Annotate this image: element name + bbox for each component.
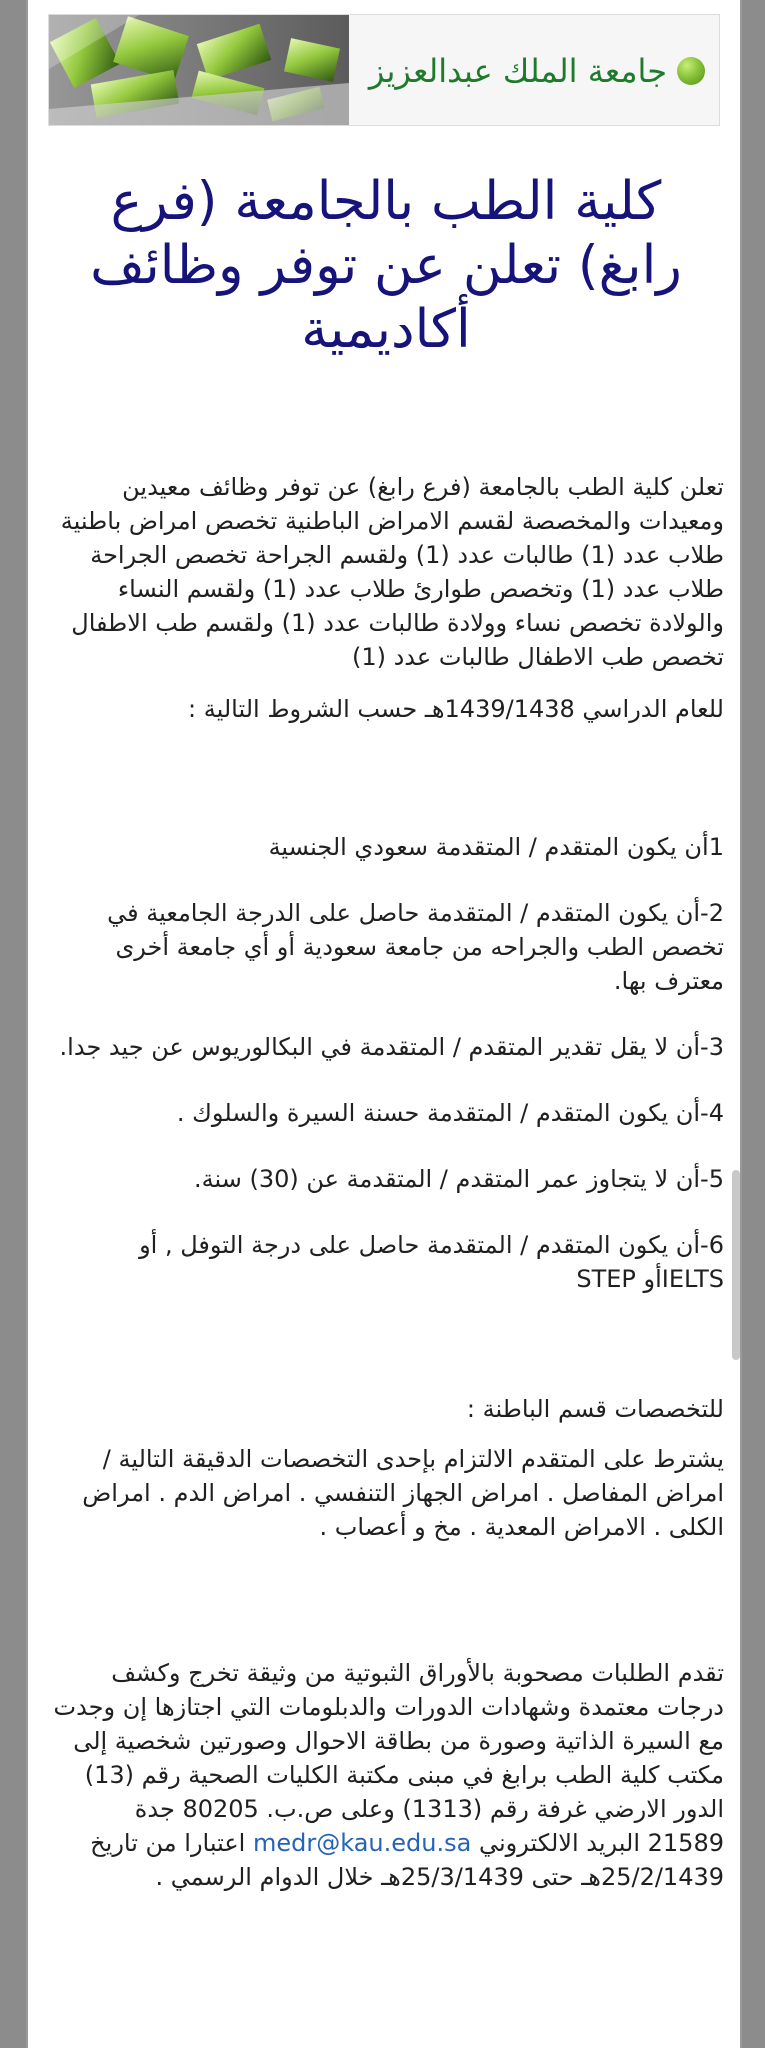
university-name: جامعة الملك عبدالعزيز [368, 52, 667, 90]
condition-item: 2-أن يكون المتقدم / المتقدمة حاصل على الدرجة الجامعية في تخصص الطب والجراحه من جامعة سعودية أو أي جامعة أخرى معترف بها. [107, 899, 724, 995]
application-before-email: تقدم الطلبات مصحوبة بالأوراق الثبوتية من وثيقة تخرج وكشف درجات معتمدة وشهادات الدورات والدبلومات التي اجتازها إن وجدت مع السيرة الذاتية وصورة من بطاقة الاحوال وصورتين شخصية إلى مكتب كلية الطب برابغ في مبنى مكتبة الكليات الصحية رقم (13) الدور الارضي غرفة رقم (1313) وعلى ص.ب. 80205 جدة 21589 البريد الالكتروني [53, 1659, 724, 1857]
university-brand [369, 51, 705, 91]
condition-item: 1أن يكون المتقدم / المتقدمة سعودي الجنسية [268, 833, 724, 861]
article-title: كلية الطب بالجامعة (فرع رابغ) تعلن عن توفر وظائف أكاديمية [90, 171, 682, 360]
university-banner [48, 14, 720, 126]
green-dot-icon [677, 57, 705, 85]
condition-item: 3-أن لا يقل تقدير المتقدم / المتقدمة في البكالوريوس عن جيد جدا. [59, 1033, 724, 1061]
email-link[interactable]: medr@kau.edu.sa [252, 1829, 472, 1857]
condition-item: 6-أن يكون المتقدم / المتقدمة حاصل على درجة التوفل , أو IELTSأو STEP [139, 1231, 724, 1293]
condition-item: 4-أن يكون المتقدم / المتقدمة حسنة السيرة والسلوك . [176, 1099, 724, 1127]
document-page [26, 0, 742, 2048]
internal-medicine-section-title: للتخصصات قسم الباطنة : [466, 1395, 724, 1423]
subspecialty-paragraph: يشترط على المتقدم الالتزام بإحدى التخصصات الدقيقة التالية / امراض المفاصل . امراض الجهاز التنفسي . امراض الدم . امراض الكلى . الامراض المعدية . مخ و أعصاب . [82, 1445, 724, 1541]
application-paragraph [52, 1656, 724, 1894]
banner-art-icon [49, 15, 349, 126]
intro-paragraph: تعلن كلية الطب بالجامعة (فرع رابغ) عن توفر وظائف معيدين ومعيدات والمخصصة لقسم الامراض الباطنية تخصص امراض باطنية طلاب عدد (1) طالبات عدد (1) ولقسم الجراحة تخصص الجراحة طلاب عدد (1) وتخصص طوارئ طلاب عدد (1) ولقسم النساء والولادة تخصص نساء وولادة طالبات عدد (1) ولقسم طب الاطفال تخصص طب الاطفال طالبات عدد (1) [60, 473, 724, 671]
application-after-email: اعتبارا من تاريخ 25/2/1439هـ حتى 25/3/1439هـ خلال الدوام الرسمي . [90, 1829, 724, 1891]
vertical-scrollbar-icon[interactable] [732, 1170, 740, 1360]
article-body [52, 470, 724, 1894]
academic-year-line: للعام الدراسي 1439/1438هـ حسب الشروط التالية : [188, 695, 724, 723]
condition-item: 5-أن لا يتجاوز عمر المتقدم / المتقدمة عن (30) سنة. [194, 1165, 724, 1193]
